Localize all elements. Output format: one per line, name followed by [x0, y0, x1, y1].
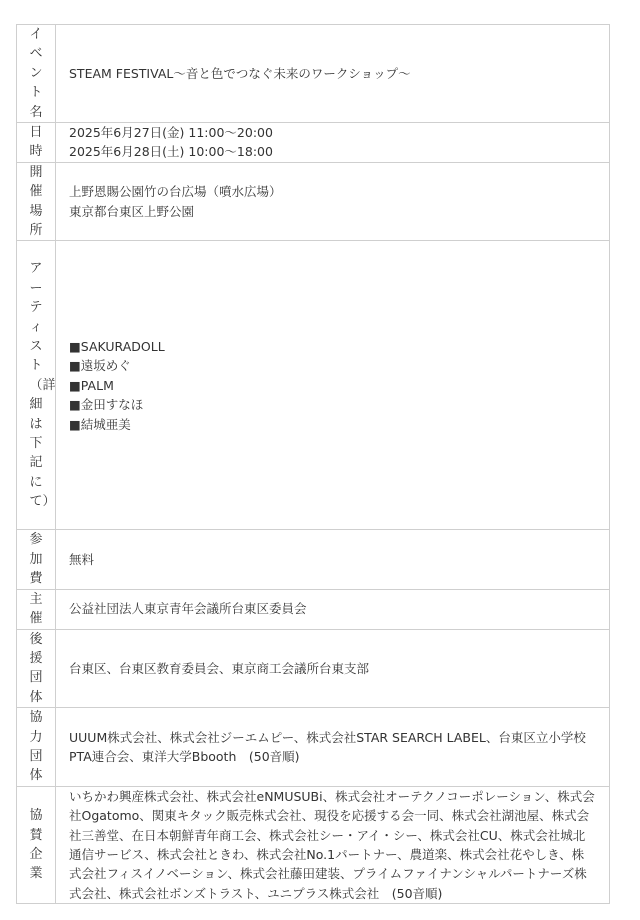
row-label [17, 25, 56, 123]
row-value [56, 708, 610, 787]
row-value [56, 162, 610, 241]
row-datetime [17, 123, 610, 163]
organizer-value: 公益社団法人東京青年会議所台東区委員会 [69, 601, 307, 617]
row-fee [17, 530, 610, 589]
sponsors-value: いちかわ興産株式会社、株式会社eNMUSUBi、株式会社オーテクノコーポレーション、株式会社Ogatomo、関東キタック販売株式会社、現役を応援する会一同、株式会社湖池屋、株式会社三善堂、在日本朝鮮青年商工会、株式会社シー・アイ・シー、株式会社CU、株式会社城北通信サービス、株式会社ときわ、株式会社No.1パートナー、農道楽、株式会社花やしき、株式会社フィスイノベーション、株式会社藤田建装、プライムファイナンシャルパートナーズ株式会社、株式会社ボンズトラスト、ユニプラス株式会社 (50音順) [69, 788, 595, 901]
row-label [17, 530, 56, 589]
row-label [17, 786, 56, 903]
artist-item: ■PALM [69, 377, 114, 393]
row-label [17, 629, 56, 708]
row-value [56, 629, 610, 708]
event-name: STEAM FESTIVAL～音と色でつなぐ未来のワークショップ～ [69, 65, 411, 81]
row-supporters [17, 629, 610, 708]
artist-item: ■遠坂めぐ [69, 358, 131, 374]
row-event-name [17, 25, 610, 123]
label-supporters: 後援団体 [29, 631, 43, 705]
row-label [17, 708, 56, 787]
label-organizer: 主催 [29, 591, 43, 627]
fee-value: 無料 [69, 551, 95, 567]
label-event-name: イベント名 [29, 27, 43, 120]
cooperators-value: UUUM株式会社、株式会社ジーエムピー、株式会社STAR SEARCH LABEL、台東区立小学校PTA連合会、東洋大学Bbooth (50音順) [69, 729, 586, 764]
label-venue: 開催場所 [29, 164, 43, 239]
row-value [56, 589, 610, 629]
row-value [56, 123, 610, 163]
label-fee: 参加費 [29, 532, 43, 587]
row-label [17, 123, 56, 163]
row-label [17, 241, 56, 530]
artist-item: ■SAKURADOLL [69, 338, 165, 354]
date-line: 2025年6月28日(土) 10:00～18:00 [69, 144, 273, 160]
venue-line: 東京都台東区上野公園 [69, 203, 195, 219]
label-cooperators: 協力団体 [29, 710, 43, 784]
label-sponsors: 協賛企業 [29, 808, 43, 882]
row-value [56, 786, 610, 903]
label-datetime: 日時 [29, 125, 43, 160]
date-line: 2025年6月27日(金) 11:00～20:00 [69, 125, 273, 141]
row-value [56, 241, 610, 530]
artist-item: ■金田すなほ [69, 397, 144, 413]
row-organizer [17, 589, 610, 629]
row-cooperators [17, 708, 610, 787]
row-artists [17, 241, 610, 530]
row-venue [17, 162, 610, 241]
label-artists: アーティスト（詳細は下記にて） [29, 261, 56, 510]
row-label [17, 162, 56, 241]
event-info-table [16, 24, 610, 904]
row-sponsors [17, 786, 610, 903]
supporters-value: 台東区、台東区教育委員会、東京商工会議所台東支部 [69, 660, 370, 676]
artist-item: ■結城亜美 [69, 416, 131, 432]
venue-line: 上野恩賜公園竹の台広場（噴水広場） [69, 184, 282, 200]
row-value [56, 530, 610, 589]
row-value [56, 25, 610, 123]
row-label [17, 589, 56, 629]
